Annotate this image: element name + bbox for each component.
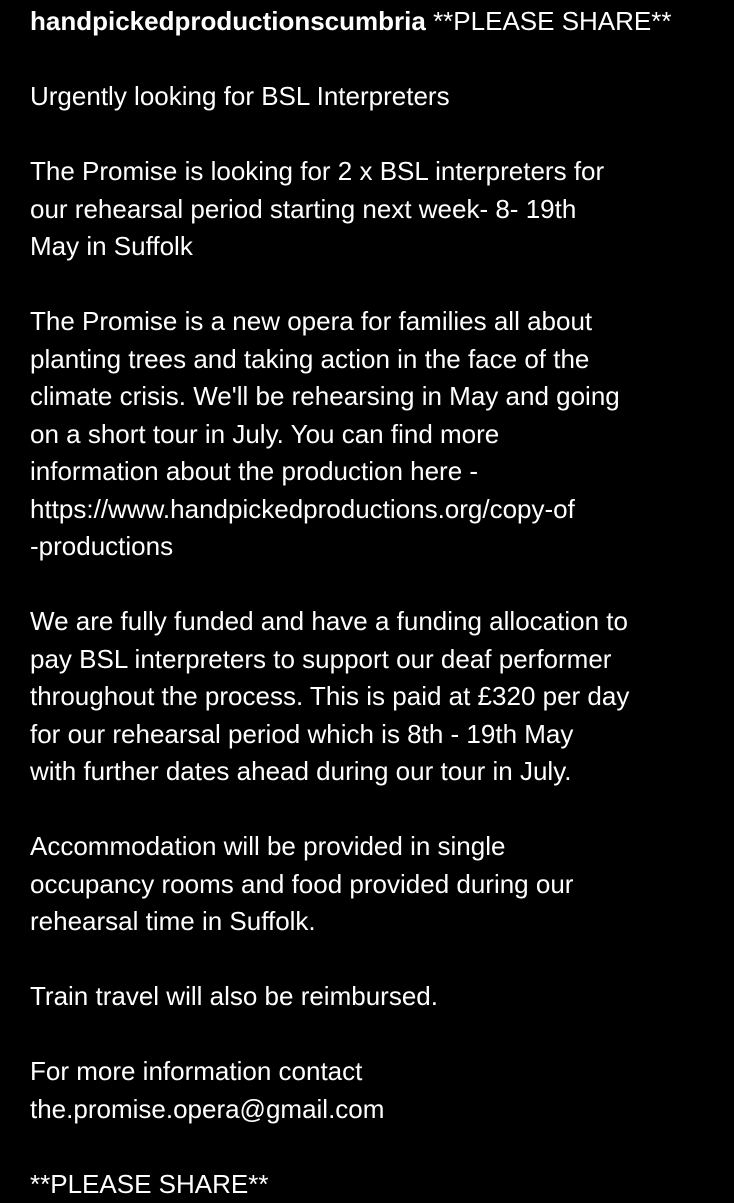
production-url-line-1[interactable]: https://www.handpickedproductions.org/copy-of	[30, 491, 720, 529]
footer-share-text: **PLEASE SHARE**	[30, 1166, 720, 1203]
paragraph-accommodation	[30, 828, 720, 941]
text-line: May in Suffolk	[30, 228, 720, 266]
caption-footer	[30, 1166, 720, 1203]
text-line: occupancy rooms and food provided during our	[30, 866, 720, 904]
paragraph-funding	[30, 603, 720, 791]
text-line: for our rehearsal period which is 8th - 19th May	[30, 716, 720, 754]
text-line: throughout the process. This is paid at £320 per day	[30, 678, 720, 716]
text-line: with further dates ahead during our tour in July.	[30, 753, 720, 791]
text-line: We are fully funded and have a funding allocation to	[30, 603, 720, 641]
paragraph-travel	[30, 978, 720, 1016]
text-line: Accommodation will be provided in single	[30, 828, 720, 866]
text-line: planting trees and taking action in the face of the	[30, 341, 720, 379]
text-line: our rehearsal period starting next week- 8- 19th	[30, 191, 720, 229]
post-caption	[30, 3, 720, 1203]
caption-header	[30, 3, 720, 41]
contact-label: For more information contact	[30, 1053, 720, 1091]
paragraph-interpreters-needed	[30, 153, 720, 266]
paragraph-about-opera	[30, 303, 720, 566]
text-line: climate crisis. We'll be rehearsing in May and going	[30, 378, 720, 416]
username-link[interactable]: handpickedproductionscumbria	[30, 6, 426, 36]
production-url-line-2[interactable]: -productions	[30, 528, 720, 566]
text-line: pay BSL interpreters to support our deaf performer	[30, 641, 720, 679]
headline	[30, 78, 720, 116]
text-line: The Promise is looking for 2 x BSL interpreters for	[30, 153, 720, 191]
text-line: on a short tour in July. You can find more	[30, 416, 720, 454]
header-share-text: **PLEASE SHARE**	[433, 6, 671, 36]
text-line: Train travel will also be reimbursed.	[30, 978, 720, 1016]
paragraph-contact	[30, 1053, 720, 1128]
contact-email-link[interactable]: the.promise.opera@gmail.com	[30, 1091, 720, 1129]
text-line: information about the production here -	[30, 453, 720, 491]
text-line: rehearsal time in Suffolk.	[30, 903, 720, 941]
headline-text: Urgently looking for BSL Interpreters	[30, 78, 720, 116]
text-line: The Promise is a new opera for families all about	[30, 303, 720, 341]
